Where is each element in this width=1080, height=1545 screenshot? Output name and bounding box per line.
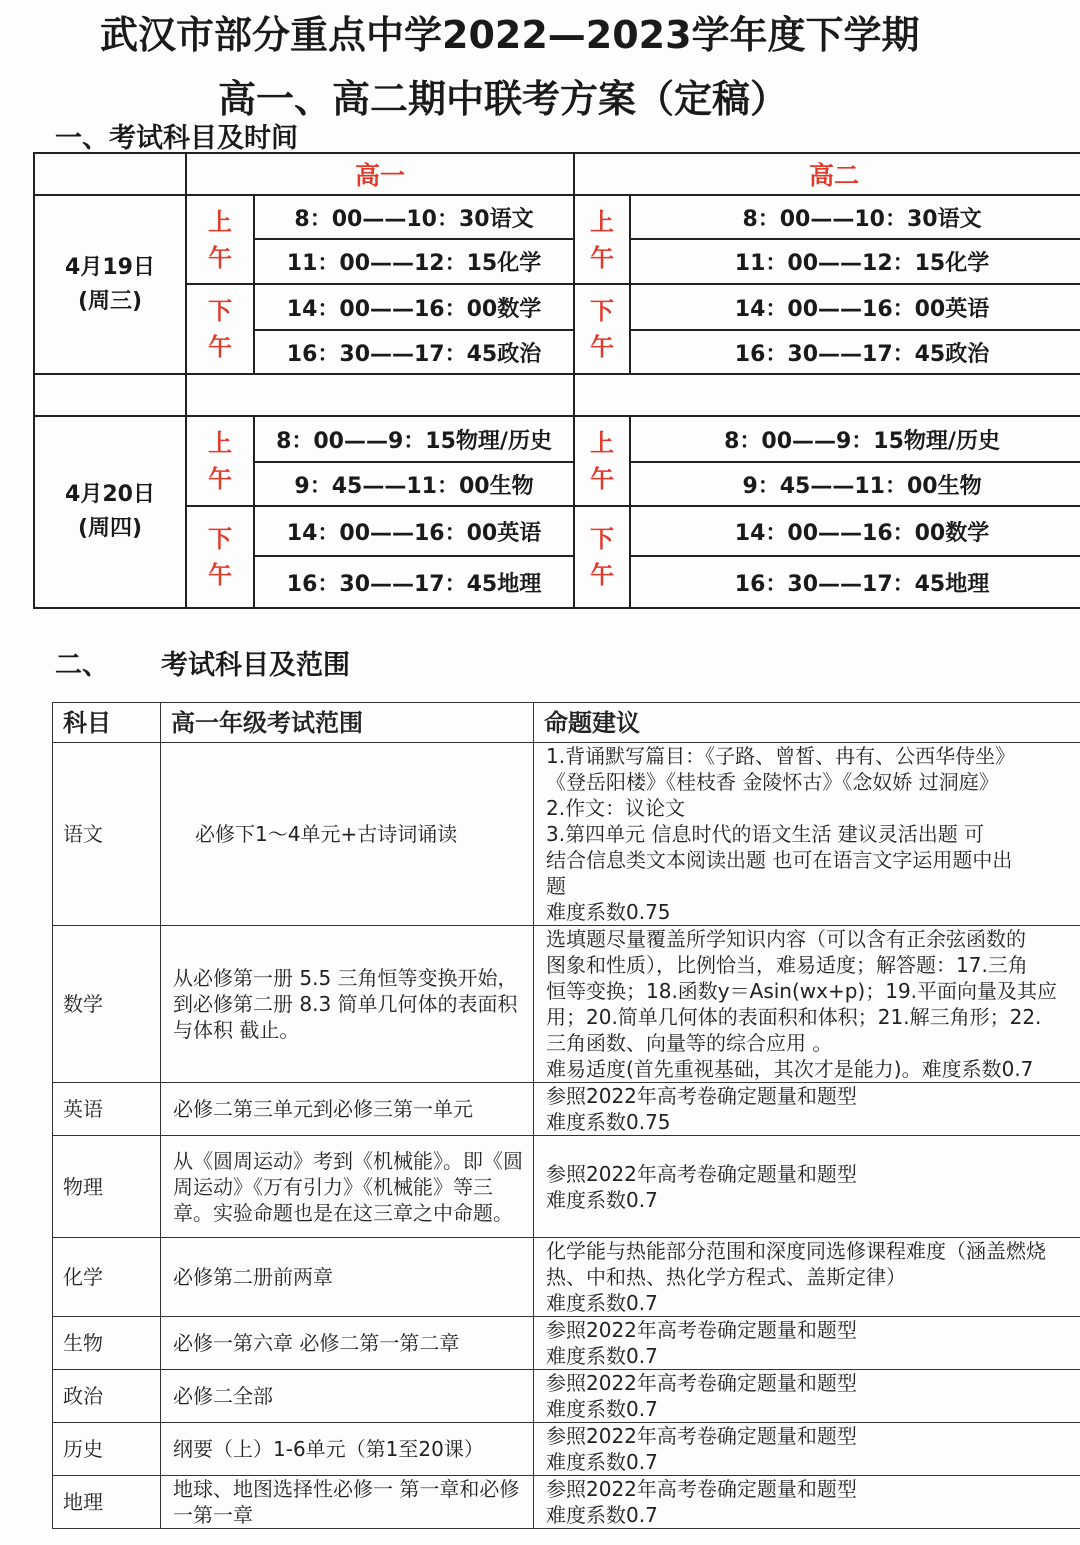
exam-slot: 16：30——17：45政治: [254, 330, 574, 374]
exam-slot: 8：00——9：15物理/历史: [630, 416, 1080, 462]
exam-slot: 16：30——17：45政治: [630, 330, 1080, 374]
subject-cell: 英语: [53, 1083, 161, 1136]
scope-row: [53, 1370, 1080, 1423]
scope-row: [53, 1476, 1080, 1529]
grade-1-header: 高一: [186, 153, 574, 195]
scope-row: [53, 926, 1080, 1083]
range-cell: 纲要（上）1-6单元（第1至20课）: [161, 1423, 534, 1476]
exam-slot: 14：00——16：00英语: [254, 506, 574, 556]
schedule-row: [34, 416, 1080, 462]
exam-slot: 8：00——10：30语文: [630, 195, 1080, 239]
subject-cell: 数学: [53, 926, 161, 1083]
schedule-row: [34, 506, 1080, 556]
scope-row: [53, 1317, 1080, 1370]
weekday-label: (周四): [77, 516, 143, 541]
suggestion-line: 三角函数、向量等的综合应用 。: [546, 1031, 833, 1055]
range-cell: 必修二全部: [161, 1370, 534, 1423]
exam-schedule-table: [33, 152, 1080, 609]
subject-cell: 政治: [53, 1370, 161, 1423]
schedule-row: [34, 284, 1080, 330]
suggestion-line: 难度系数0.7: [546, 1344, 658, 1368]
schedule-header-row: [34, 153, 1080, 195]
scope-row: [53, 743, 1080, 926]
subject-cell: 生物: [53, 1317, 161, 1370]
empty-cell: [34, 153, 186, 195]
exam-slot: 14：00——16：00数学: [254, 284, 574, 330]
morning-label: 上 午: [186, 416, 254, 506]
exam-scope-table: [52, 702, 1080, 1529]
suggestion-cell: [534, 926, 1080, 1083]
schedule-row: [34, 195, 1080, 239]
suggestion-line: 选填题尽量覆盖所学知识内容（可以含有正余弦函数的: [546, 927, 1026, 951]
header-subject: 科目: [53, 703, 161, 743]
morning-label: 上 午: [574, 195, 630, 284]
scope-header-row: [53, 703, 1080, 743]
afternoon-label: 下 午: [574, 284, 630, 374]
exam-slot: 14：00——16：00数学: [630, 506, 1080, 556]
header-range: 高一年级考试范围: [161, 703, 534, 743]
range-cell: 必修第二册前两章: [161, 1238, 534, 1317]
date-cell: [34, 195, 186, 374]
range-cell: 必修一第六章 必修二第一第二章: [161, 1317, 534, 1370]
range-cell: 从《圆周运动》考到《机械能》。即《圆周运动》《万有引力》《机械能》等三章。实验命题也是在这三章之中命题。: [161, 1136, 534, 1238]
suggestion-line: 1.背诵默写篇目：《子路、曾皙、冉有、公西华侍坐》: [546, 744, 1016, 768]
suggestion-cell: [534, 1083, 1080, 1136]
scope-row: [53, 1136, 1080, 1238]
suggestion-line: 2.作文：议论文: [546, 796, 686, 820]
date-label: 4月19日: [65, 254, 155, 280]
suggestion-cell: [534, 1370, 1080, 1423]
morning-label: 上 午: [186, 195, 254, 284]
grade-2-header: 高二: [574, 153, 1080, 195]
suggestion-line: 难度系数0.7: [546, 1187, 658, 1212]
page-subtitle: 高一、高二期中联考方案（定稿）: [218, 77, 789, 121]
morning-label: 上 午: [574, 416, 630, 506]
suggestion-line: 恒等变换；18.函数y＝Asin(wx+p)；19.平面向量及其应: [546, 979, 1058, 1003]
suggestion-line: 化学能与热能部分范围和深度同选修课程难度（涵盖燃烧: [546, 1239, 1046, 1263]
afternoon-label: 下 午: [186, 284, 254, 374]
suggestion-line: 参照2022年高考卷确定题量和题型: [546, 1318, 857, 1342]
exam-slot: 8：00——9：15物理/历史: [254, 416, 574, 462]
suggestion-line: 结合信息类文本阅读出题 也可在语言文字运用题中出: [546, 848, 1013, 872]
suggestion-line: 难度系数0.75: [546, 900, 671, 924]
suggestion-line: 难度系数0.7: [546, 1291, 658, 1315]
suggestion-line: 热、中和热、热化学方程式、盖斯定律）: [546, 1265, 906, 1289]
subject-cell: 地理: [53, 1476, 161, 1529]
range-cell: 地球、地图选择性必修一 第一章和必修一第一章: [161, 1476, 534, 1529]
suggestion-line: 参照2022年高考卷确定题量和题型: [546, 1084, 857, 1108]
suggestion-line: 难度系数0.7: [546, 1450, 658, 1474]
spacer-row: [34, 374, 1080, 416]
suggestion-cell: [534, 1423, 1080, 1476]
subject-cell: 化学: [53, 1238, 161, 1317]
suggestion-line: 难度系数0.75: [546, 1110, 671, 1134]
suggestion-line: 图象和性质），比例恰当，难易适度；解答题：17.三角: [546, 953, 1028, 977]
suggestion-cell: [534, 1136, 1080, 1238]
page-title: 武汉市部分重点中学2022—2023学年度下学期: [100, 13, 920, 57]
subject-cell: 历史: [53, 1423, 161, 1476]
exam-slot: 16：30——17：45地理: [254, 556, 574, 608]
suggestion-cell: [534, 1238, 1080, 1317]
exam-slot: 11：00——12：15化学: [254, 239, 574, 284]
suggestion-line: 3.第四单元 信息时代的语文生活 建议灵活出题 可: [546, 822, 985, 846]
date-cell: [34, 416, 186, 608]
exam-slot: 14：00——16：00英语: [630, 284, 1080, 330]
suggestion-cell: [534, 743, 1080, 926]
exam-slot: 9：45——11：00生物: [630, 462, 1080, 506]
suggestion-line: 题: [546, 874, 566, 898]
suggestion-line: 用；20.简单几何体的表面积和体积；21.解三角形；22.: [546, 1005, 1042, 1029]
section-2-heading: 二、 考试科目及范围: [55, 650, 350, 681]
range-cell: 必修下1～4单元+古诗词诵读: [161, 743, 534, 926]
scope-row: [53, 1083, 1080, 1136]
afternoon-label: 下 午: [186, 506, 254, 608]
exam-slot: 8：00——10：30语文: [254, 195, 574, 239]
date-label: 4月20日: [65, 482, 155, 507]
suggestion-line: 参照2022年高考卷确定题量和题型: [546, 1371, 857, 1395]
subject-cell: 语文: [53, 743, 161, 926]
afternoon-label: 下 午: [574, 506, 630, 608]
scope-row: [53, 1423, 1080, 1476]
suggestion-line: 参照2022年高考卷确定题量和题型: [546, 1161, 857, 1186]
range-cell: 从必修第一册 5.5 三角恒等变换开始，到必修第二册 8.3 简单几何体的表面积与体积 截止。: [161, 926, 534, 1083]
weekday-label: (周三): [77, 288, 143, 314]
subject-cell: 物理: [53, 1136, 161, 1238]
suggestion-line: 难度系数0.7: [546, 1503, 658, 1527]
header-suggestion: 命题建议: [534, 703, 1080, 743]
exam-slot: 16：30——17：45地理: [630, 556, 1080, 608]
suggestion-line: 难易适度(首先重视基础，其次才是能力)。难度系数0.7: [546, 1057, 1034, 1081]
section-1-heading: 一、考试科目及时间: [55, 123, 298, 154]
suggestion-cell: [534, 1317, 1080, 1370]
suggestion-line: 《登岳阳楼》《桂枝香 金陵怀古》《念奴娇 过洞庭》: [546, 770, 999, 794]
range-cell: 必修二第三单元到必修三第一单元: [161, 1083, 534, 1136]
suggestion-line: 参照2022年高考卷确定题量和题型: [546, 1477, 857, 1501]
exam-slot: 11：00——12：15化学: [630, 239, 1080, 284]
suggestion-cell: [534, 1476, 1080, 1529]
scope-row: [53, 1238, 1080, 1317]
suggestion-line: 难度系数0.7: [546, 1397, 658, 1421]
exam-slot: 9：45——11：00生物: [254, 462, 574, 506]
suggestion-line: 参照2022年高考卷确定题量和题型: [546, 1424, 857, 1448]
